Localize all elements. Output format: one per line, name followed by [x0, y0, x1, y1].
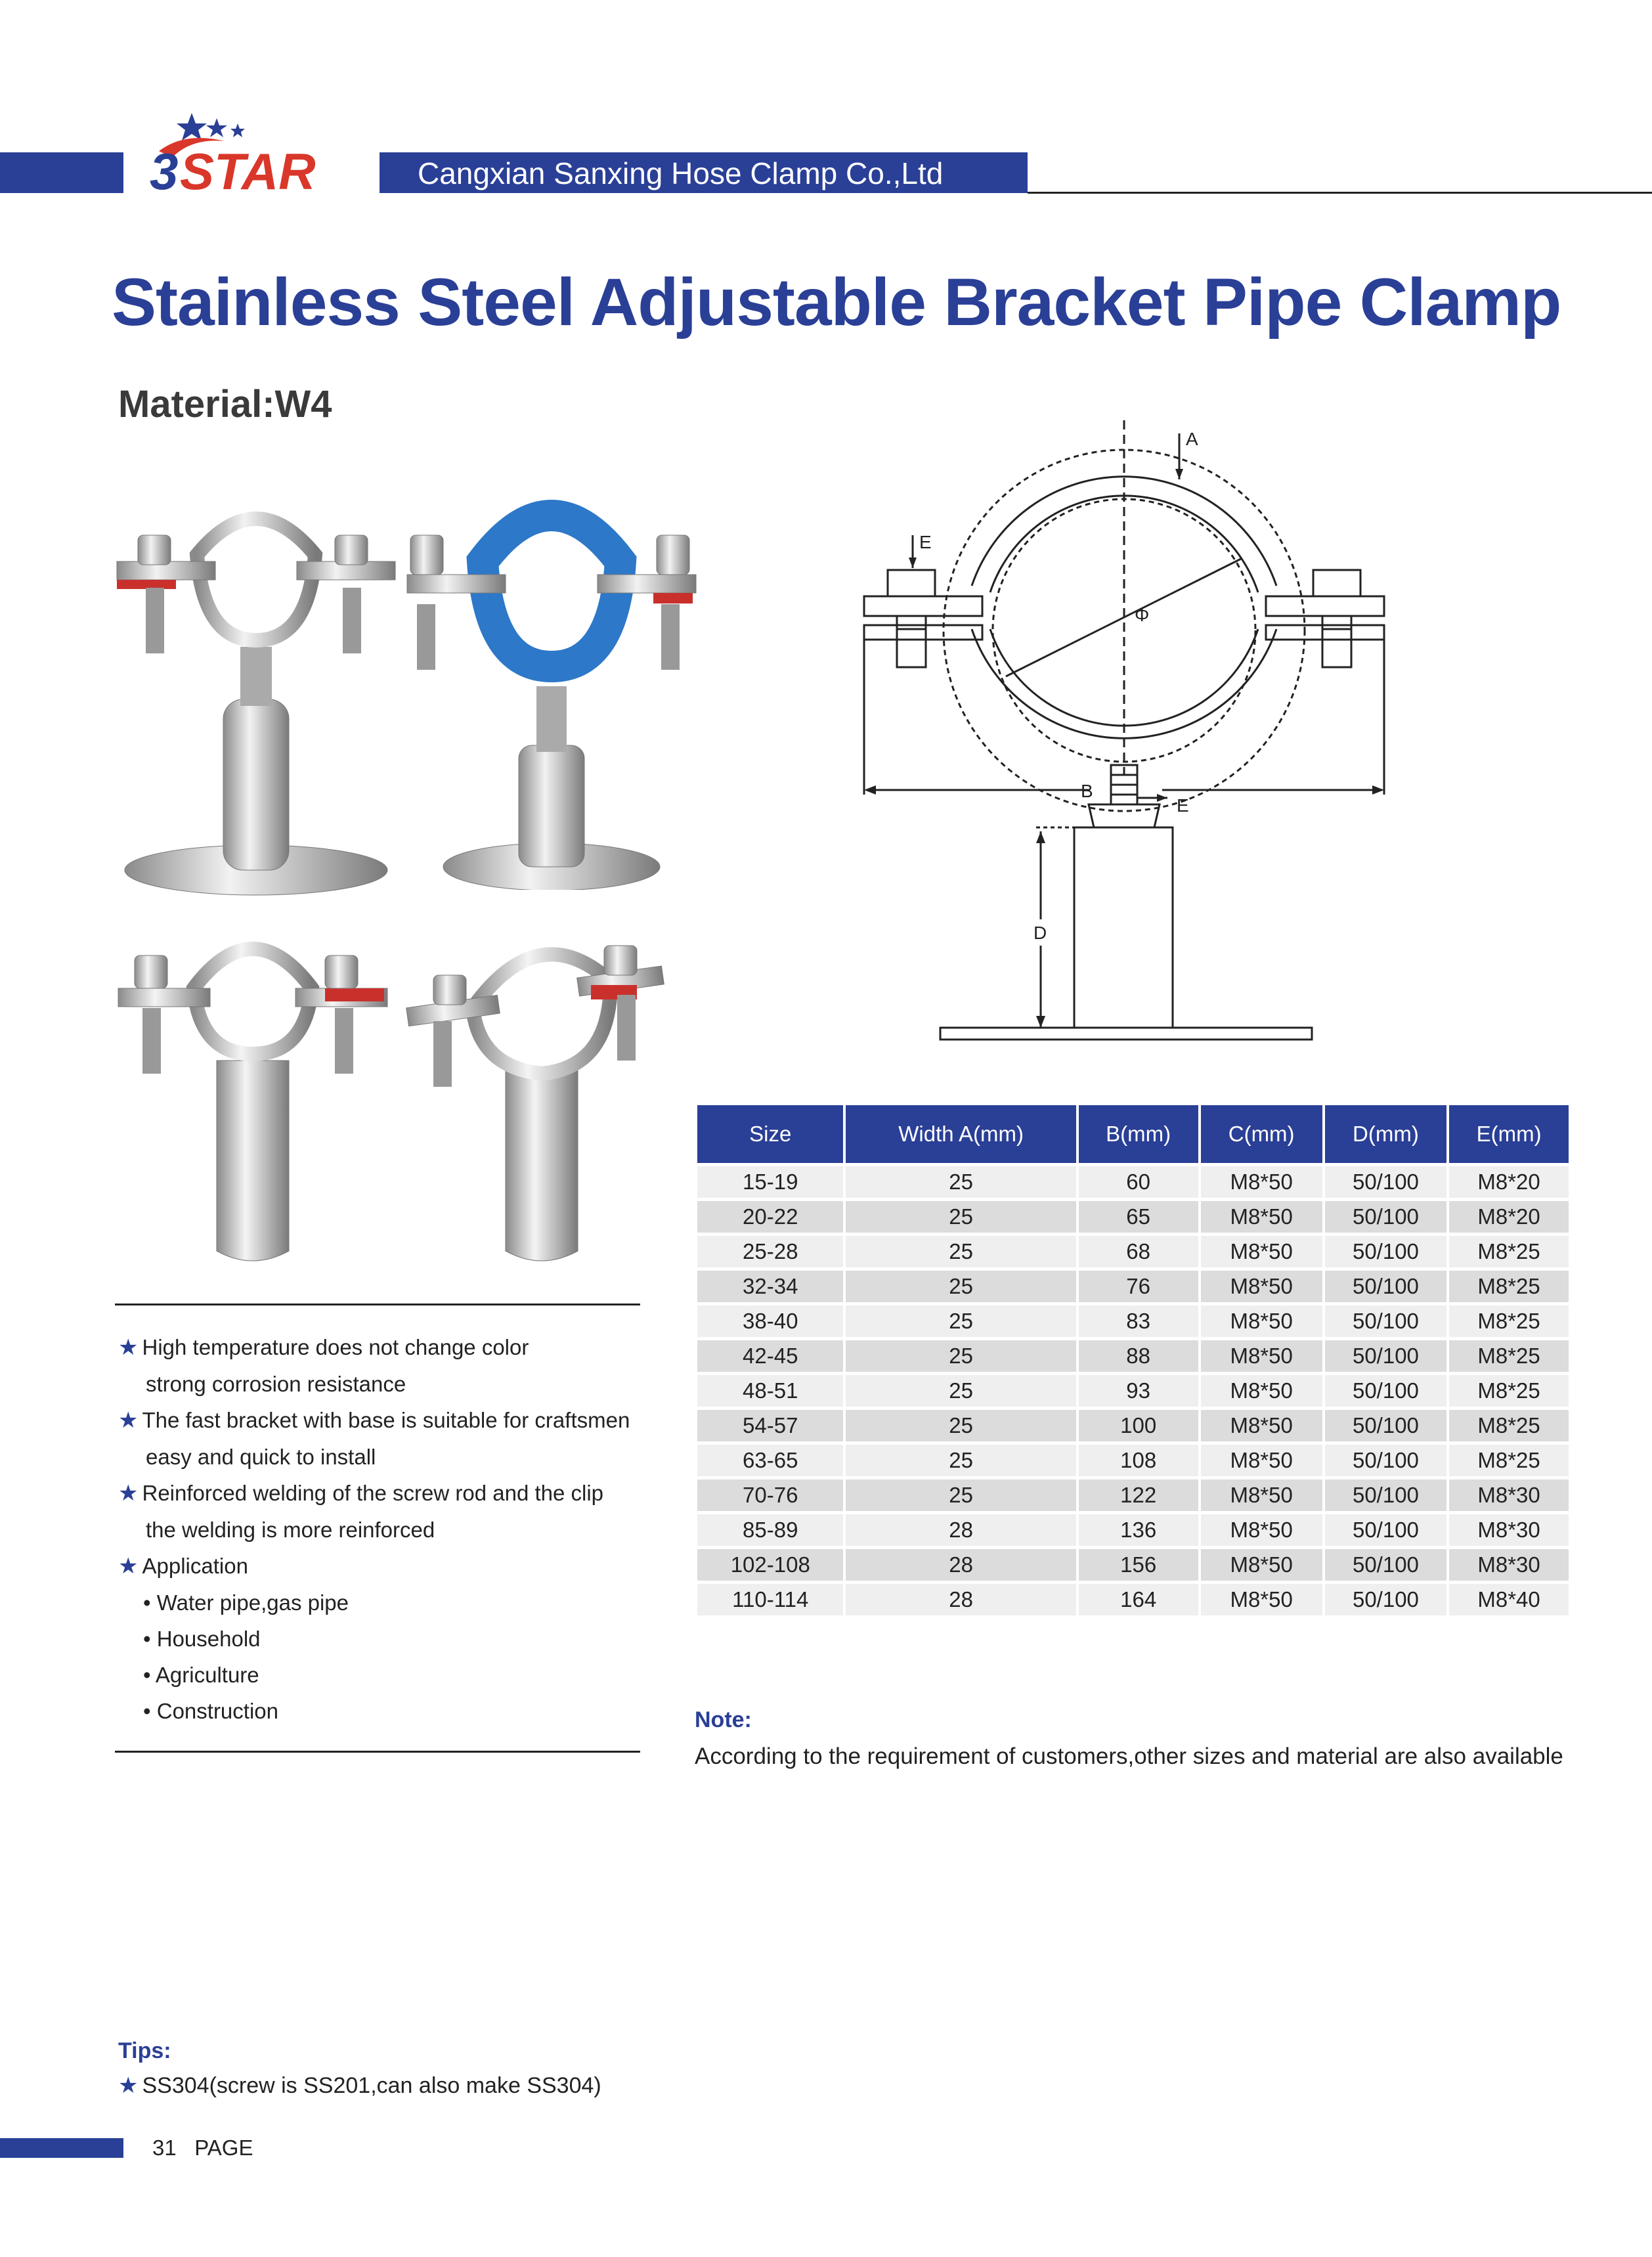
table-cell: 28	[846, 1584, 1076, 1615]
table-cell: 50/100	[1325, 1305, 1446, 1337]
star-icon: ★	[118, 1554, 139, 1579]
table-cell: M8*50	[1201, 1410, 1322, 1441]
table-cell: 20-22	[697, 1201, 843, 1233]
table-cell: 54-57	[697, 1410, 843, 1441]
company-name: Cangxian Sanxing Hose Clamp Co.,Ltd	[418, 156, 944, 190]
table-cell: M8*50	[1201, 1375, 1322, 1407]
star-icon: ★	[118, 2073, 139, 2098]
diagram-label-d: D	[1033, 923, 1047, 943]
table-cell: 83	[1079, 1305, 1198, 1337]
table-row	[697, 1236, 1569, 1267]
table-cell: 50/100	[1325, 1236, 1446, 1267]
table-cell: 50/100	[1325, 1375, 1446, 1407]
table-cell: M8*50	[1201, 1549, 1322, 1581]
features-top-rule	[115, 1304, 640, 1305]
table-cell: 25	[846, 1340, 1076, 1372]
table-cell: M8*25	[1449, 1340, 1569, 1372]
table-cell: 25	[846, 1305, 1076, 1337]
table-row	[697, 1305, 1569, 1337]
star-icon: ★	[118, 1481, 139, 1506]
company-logo	[146, 105, 356, 197]
application-item: • Agriculture	[143, 1663, 259, 1687]
col-header-b: B(mm)	[1079, 1105, 1198, 1163]
table-cell: M8*50	[1201, 1305, 1322, 1337]
table-row	[697, 1166, 1569, 1198]
table-cell: 50/100	[1325, 1410, 1446, 1441]
table-cell: M8*50	[1201, 1479, 1322, 1511]
diagram-label-phi: Φ	[1135, 605, 1150, 625]
col-header-size: Size	[697, 1105, 843, 1163]
table-cell: 50/100	[1325, 1584, 1446, 1615]
table-cell: 15-19	[697, 1166, 843, 1198]
table-row	[697, 1584, 1569, 1615]
table-cell: 65	[1079, 1201, 1198, 1233]
table-cell: 136	[1079, 1514, 1198, 1546]
table-cell: 76	[1079, 1271, 1198, 1302]
diagram-label-b: B	[1081, 781, 1093, 801]
table-row	[697, 1514, 1569, 1546]
feature-subtext: easy and quick to install	[146, 1445, 376, 1469]
product-photo-4	[401, 923, 670, 1271]
table-cell: M8*25	[1449, 1375, 1569, 1407]
table-cell: 25	[846, 1375, 1076, 1407]
table-cell: 50/100	[1325, 1271, 1446, 1302]
table-row	[697, 1410, 1569, 1441]
table-cell: M8*50	[1201, 1514, 1322, 1546]
table-cell: 42-45	[697, 1340, 843, 1372]
diagram-label-e-top: E	[919, 532, 932, 552]
table-cell: 48-51	[697, 1375, 843, 1407]
table-cell: 25	[846, 1166, 1076, 1198]
technical-diagram	[854, 420, 1405, 1051]
star-icon: ★	[118, 1408, 139, 1433]
diagram-label-e-side: E	[1177, 795, 1189, 816]
table-header-row	[697, 1105, 1569, 1163]
table-cell: 28	[846, 1549, 1076, 1581]
table-cell: 110-114	[697, 1584, 843, 1615]
table-cell: M8*50	[1201, 1201, 1322, 1233]
table-cell: 50/100	[1325, 1445, 1446, 1476]
header-bar-left	[0, 152, 123, 193]
table-row	[697, 1340, 1569, 1372]
table-cell: M8*50	[1201, 1271, 1322, 1302]
table-row	[697, 1201, 1569, 1233]
table-cell: 50/100	[1325, 1549, 1446, 1581]
product-photo-3	[115, 923, 391, 1271]
table-cell: 50/100	[1325, 1479, 1446, 1511]
table-cell: 85-89	[697, 1514, 843, 1546]
table-cell: 25	[846, 1410, 1076, 1441]
table-cell: 70-76	[697, 1479, 843, 1511]
table-cell: 32-34	[697, 1271, 843, 1302]
table-cell: 68	[1079, 1236, 1198, 1267]
col-header-d: D(mm)	[1325, 1105, 1446, 1163]
table-cell: M8*50	[1201, 1584, 1322, 1615]
svg-text:STAR: STAR	[180, 142, 316, 197]
table-cell: M8*20	[1449, 1201, 1569, 1233]
table-cell: M8*20	[1449, 1166, 1569, 1198]
feature-item: ★ Reinforced welding of the screw rod and the clip	[118, 1481, 604, 1506]
page-number: 31 PAGE	[152, 2136, 253, 2160]
spec-table	[695, 1102, 1571, 1619]
star-icon: ★	[118, 1335, 139, 1360]
table-cell: M8*25	[1449, 1271, 1569, 1302]
table-cell: M8*30	[1449, 1514, 1569, 1546]
table-cell: 88	[1079, 1340, 1198, 1372]
table-cell: 108	[1079, 1445, 1198, 1476]
table-cell: 25	[846, 1271, 1076, 1302]
table-cell: 50/100	[1325, 1340, 1446, 1372]
table-cell: M8*25	[1449, 1305, 1569, 1337]
table-cell: 60	[1079, 1166, 1198, 1198]
feature-item: ★ Application	[118, 1554, 248, 1579]
table-cell: 50/100	[1325, 1166, 1446, 1198]
col-header-c: C(mm)	[1201, 1105, 1322, 1163]
table-cell: 25	[846, 1445, 1076, 1476]
table-cell: 102-108	[697, 1549, 843, 1581]
table-cell: M8*30	[1449, 1479, 1569, 1511]
table-cell: 25	[846, 1479, 1076, 1511]
feature-subtext: strong corrosion resistance	[146, 1372, 406, 1396]
table-cell: M8*50	[1201, 1445, 1322, 1476]
application-item: • Household	[143, 1627, 261, 1651]
application-item: • Water pipe,gas pipe	[143, 1590, 349, 1615]
footer-bar	[0, 2138, 123, 2158]
svg-text:3: 3	[150, 142, 179, 197]
table-cell: 50/100	[1325, 1514, 1446, 1546]
application-item: • Construction	[143, 1699, 278, 1723]
col-header-e: E(mm)	[1449, 1105, 1569, 1163]
table-cell: 100	[1079, 1410, 1198, 1441]
note-text: According to the requirement of customers,other sizes and material are also available	[695, 1743, 1563, 1769]
table-cell: 38-40	[697, 1305, 843, 1337]
tips-label: Tips:	[118, 2038, 171, 2063]
product-photo-2	[397, 489, 706, 890]
table-row	[697, 1445, 1569, 1476]
table-cell: M8*50	[1201, 1236, 1322, 1267]
table-cell: 122	[1079, 1479, 1198, 1511]
table-cell: M8*40	[1449, 1584, 1569, 1615]
table-cell: M8*30	[1449, 1549, 1569, 1581]
page-title: Stainless Steel Adjustable Bracket Pipe Clamp	[112, 265, 1561, 340]
table-row	[697, 1549, 1569, 1581]
table-cell: 28	[846, 1514, 1076, 1546]
note-label: Note:	[695, 1707, 752, 1732]
table-cell: M8*25	[1449, 1445, 1569, 1476]
diagram-label-a: A	[1186, 429, 1198, 449]
table-cell: M8*50	[1201, 1340, 1322, 1372]
table-cell: 25	[846, 1201, 1076, 1233]
product-photo-1	[112, 496, 401, 896]
table-cell: 25	[846, 1236, 1076, 1267]
feature-subtext: the welding is more reinforced	[146, 1518, 435, 1542]
feature-item: ★ The fast bracket with base is suitable for craftsmen	[118, 1408, 630, 1433]
table-cell: M8*25	[1449, 1410, 1569, 1441]
features-bottom-rule	[115, 1751, 640, 1753]
table-cell: 50/100	[1325, 1201, 1446, 1233]
table-cell: 25-28	[697, 1236, 843, 1267]
table-cell: M8*50	[1201, 1166, 1322, 1198]
table-row	[697, 1375, 1569, 1407]
tips-text: ★ SS304(screw is SS201,can also make SS304)	[118, 2073, 601, 2098]
table-row	[697, 1271, 1569, 1302]
table-cell: 93	[1079, 1375, 1198, 1407]
feature-item: ★ High temperature does not change color	[118, 1335, 529, 1360]
table-cell: 63-65	[697, 1445, 843, 1476]
feature-list	[118, 1329, 643, 1729]
table-cell: 156	[1079, 1549, 1198, 1581]
material-label: Material:W4	[118, 383, 332, 426]
table-cell: 164	[1079, 1584, 1198, 1615]
header-rule	[1028, 192, 1652, 194]
col-header-width-a: Width A(mm)	[846, 1105, 1076, 1163]
table-row	[697, 1479, 1569, 1511]
table-cell: M8*25	[1449, 1236, 1569, 1267]
